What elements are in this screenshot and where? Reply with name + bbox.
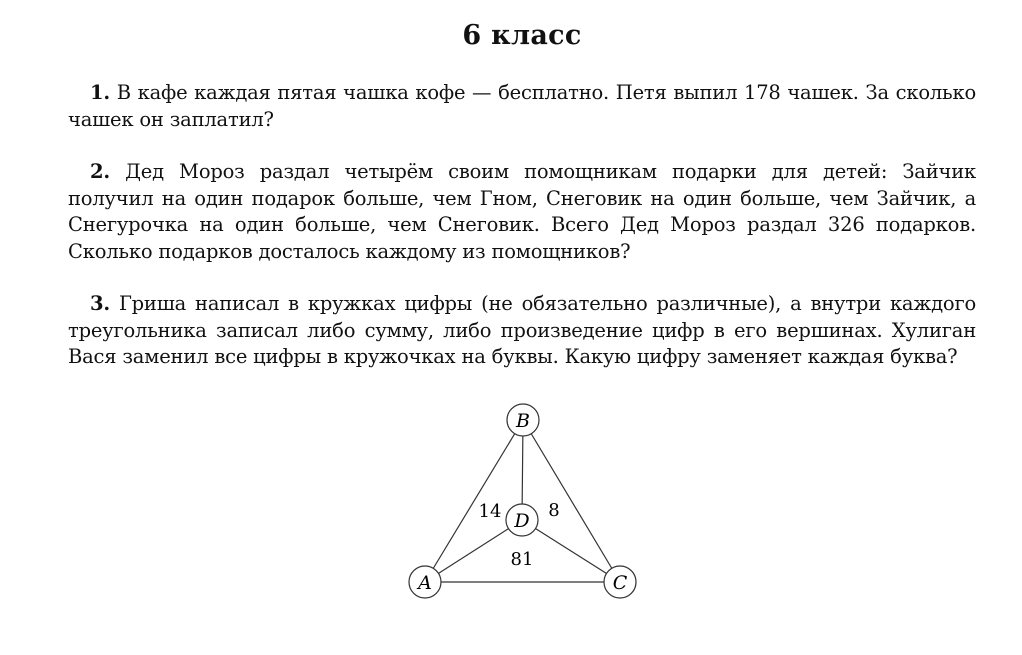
edge-bc: [523, 420, 620, 582]
triangle-abd-value: 14: [478, 501, 502, 522]
triangle-bcd-value: 8: [548, 500, 560, 521]
problem-1-number: 1.: [90, 81, 110, 104]
problem-1: [68, 80, 976, 133]
edge-ab: [425, 420, 523, 582]
vertex-d-label: D: [514, 510, 530, 532]
problem-3: [68, 291, 976, 371]
edge-ad: [425, 520, 522, 582]
vertex-a-label: A: [418, 572, 432, 594]
problem-2-text: Дед Мороз раздал четырём своим помощникам подарки для детей: Зайчик получил на один подарок больше, чем Гном, Снеговик на один больше, чем Зайчик, а Снегурочка на один больше, чем Снеговик. Всего Дед Мороз раздал 326 подарков. Сколько подарков досталось каждому из помощников?: [68, 160, 976, 263]
vertex-c-label: C: [612, 572, 628, 594]
vertex-b-label: B: [516, 410, 530, 432]
problem-2-number: 2.: [90, 160, 110, 183]
edge-cd: [522, 520, 620, 582]
problem-1-text: В кафе каждая пятая чашка кофе — бесплатно. Петя выпил 178 чашек. За сколько чашек он заплатил?: [68, 81, 976, 131]
triangle-diagram: [400, 402, 640, 602]
problem-3-number: 3.: [90, 292, 110, 315]
triangle-figure: [400, 402, 640, 602]
problem-3-text: Гриша написал в кружках цифры (не обязательно различные), а внутри каждого треугольника записал либо сумму, либо произведение цифр в его вершинах. Хулиган Вася заменил все цифры в кружочках на буквы. Какую цифру заменяет каждая буква?: [68, 292, 977, 368]
page-title: 6 класс: [462, 20, 582, 51]
triangle-acd-value: 81: [510, 549, 534, 570]
problem-2: [68, 159, 976, 265]
